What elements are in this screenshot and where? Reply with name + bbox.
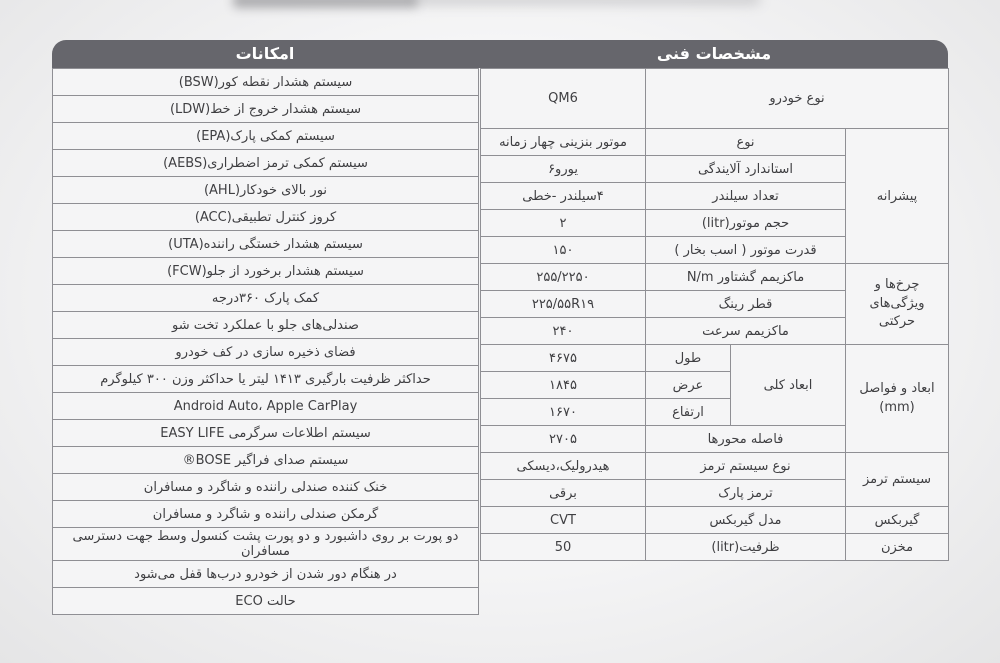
spec-value: موتور بنزینی چهار زمانه [481,129,646,156]
feature-row [53,123,479,150]
feature-cell: کروز کنترل تطبیقی(ACC) [53,204,479,231]
feature-row [53,366,479,393]
feature-row [53,447,479,474]
feature-cell: Android Auto، Apple CarPlay [53,393,479,420]
feature-cell: کمک پارک ۳۶۰درجه [53,285,479,312]
feature-cell: حداکثر ظرفیت بارگیری ۱۴۱۳ لیتر یا حداکثر وزن ۳۰۰ کیلوگرم [53,366,479,393]
feature-row [53,258,479,285]
group-tank: مخزن [846,534,949,561]
feature-row [53,150,479,177]
spec-value: CVT [481,507,646,534]
spec-label: قدرت موتور ( اسب بخار ) [646,237,846,264]
table-header-bar [52,40,948,68]
spec-label: عرض [646,372,731,399]
group-gearbox: گیربکس [846,507,949,534]
feature-row [53,528,479,561]
feature-row [53,285,479,312]
spec-value: برقی [481,480,646,507]
feature-row [53,339,479,366]
cropped-top-smudge [233,0,418,8]
spec-value: ۴۶۷۵ [481,345,646,372]
feature-cell: سیستم هشدار نقطه کور(BSW) [53,69,479,96]
feature-row [53,204,479,231]
spec-value: 50 [481,534,646,561]
spec-label: ماکزیمم سرعت [646,318,846,345]
feature-cell: سیستم هشدار برخورد از جلو(FCW) [53,258,479,285]
feature-row [53,231,479,258]
spec-value: ۲۵۵/۲۲۵۰ [481,264,646,291]
spec-row [481,345,949,372]
spec-label: قطر رینگ [646,291,846,318]
feature-row [53,312,479,339]
spec-label: مدل گیربکس [646,507,846,534]
group-wheels: چرخ‌ها و ویژگی‌های حرکتی [846,264,949,345]
feature-cell: صندلی‌های جلو با عملکرد تخت شو [53,312,479,339]
spec-label: نوع [646,129,846,156]
feature-cell: سیستم هشدار خروج از خط(LDW) [53,96,479,123]
features-table [52,68,479,615]
overall-dimensions-cell: ابعاد کلی [731,345,846,426]
feature-cell: سیستم هشدار خستگی راننده(UTA) [53,231,479,258]
vehicle-type-label: نوع خودرو [646,69,949,129]
spec-value: ۱۵۰ [481,237,646,264]
vehicle-type-value: QM6 [481,69,646,129]
spec-label: تعداد سیلندر [646,183,846,210]
feature-row [53,474,479,501]
spec-row [481,534,949,561]
feature-cell: در هنگام دور شدن از خودرو درب‌ها قفل می‌شود [53,561,479,588]
specs-table [480,68,949,561]
features-section-title: امکانات [235,44,295,63]
feature-row [53,69,479,96]
spec-label: نوع سیستم ترمز [646,453,846,480]
spec-row [481,264,949,291]
spec-row [481,69,949,129]
feature-cell: دو پورت بر روی داشبورد و دو پورت پشت کنسول وسط جهت دسترسی مسافران [53,528,479,561]
spec-value: ۲۷۰۵ [481,426,646,453]
spec-label: طول [646,345,731,372]
spec-value: ۲ [481,210,646,237]
feature-cell: فضای ذخیره سازی در کف خودرو [53,339,479,366]
feature-row [53,561,479,588]
specs-section-title: مشخصات فنی [656,44,772,63]
spec-label: ظرفیت(litr) [646,534,846,561]
feature-row [53,177,479,204]
spec-value: یورو۶ [481,156,646,183]
spec-row [481,129,949,156]
group-dimensions: ابعاد و فواصل (mm) [846,345,949,453]
feature-row [53,588,479,615]
feature-cell: نور بالای خودکار(AHL) [53,177,479,204]
feature-row [53,420,479,447]
spec-label: ترمز پارک [646,480,846,507]
spec-label: ماکزیمم گشتاور N/m [646,264,846,291]
spec-value: ۲۲۵/۵۵R۱۹ [481,291,646,318]
feature-row [53,501,479,528]
spec-value: ۱۸۴۵ [481,372,646,399]
feature-cell: سیستم اطلاعات سرگرمی EASY LIFE [53,420,479,447]
spec-value: ۴سیلندر -خطی [481,183,646,210]
group-brakes: سیستم ترمز [846,453,949,507]
cropped-top-smudge-light [415,0,760,5]
spec-value: ۲۴۰ [481,318,646,345]
feature-cell: گرمکن صندلی راننده و شاگرد و مسافران [53,501,479,528]
spec-label: استاندارد آلایندگی [646,156,846,183]
feature-row [53,96,479,123]
spec-label: ارتفاع [646,399,731,426]
feature-cell: حالت ECO [53,588,479,615]
feature-cell: سیستم کمکی پارک(EPA) [53,123,479,150]
group-powertrain: پیشرانه [846,129,949,264]
feature-cell: خنک کننده صندلی راننده و شاگرد و مسافران [53,474,479,501]
spec-label: فاصله محورها [646,426,846,453]
feature-cell: سیستم کمکی ترمز اضطراری(AEBS) [53,150,479,177]
spec-value: ۱۶۷۰ [481,399,646,426]
spec-label: حجم موتور(litr) [646,210,846,237]
spec-value: هیدرولیک،دیسکی [481,453,646,480]
feature-row [53,393,479,420]
spec-row [481,507,949,534]
spec-row [481,453,949,480]
feature-cell: سیستم صدای فراگیر BOSE® [53,447,479,474]
